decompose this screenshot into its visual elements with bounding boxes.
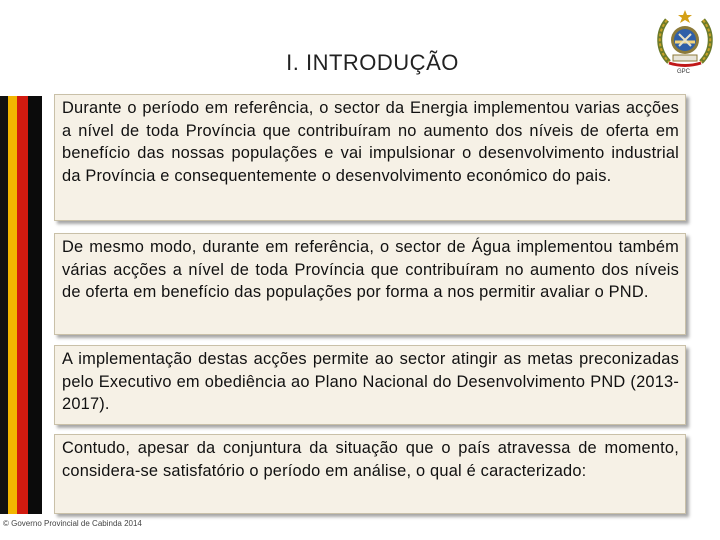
stripe-red: [17, 96, 28, 514]
footer-copyright: © Governo Provincial de Cabinda 2014: [3, 519, 142, 528]
coat-of-arms-icon: [655, 8, 715, 76]
paragraph-box-metas: [54, 345, 686, 425]
stripe-black-1: [0, 96, 8, 514]
paragraph-box-agua: [54, 233, 686, 335]
paragraph-text: Durante o período em referência, o sector da Energia implementou varias acções a nível de toda Província que contribuíram no aumento dos níveis de oferta em benefício das nossas populações e vai impulsionar o desenvolvimento industrial da Província e consequentemente o desenvolvimento económico do pais.: [62, 99, 679, 185]
paragraph-box-energia: [54, 94, 686, 221]
page-title: I. INTRODUÇÃO: [286, 50, 459, 75]
paragraph-text: De mesmo modo, durante em referência, o sector de Água implementou também várias acções a nível de toda Província que contribuíram no aumento dos níveis de oferta em benefício das populações por forma a nos permitir avaliar o PND.: [62, 238, 679, 301]
paragraph-text: Contudo, apesar da conjuntura da situação que o país atravessa de momento, considera-se satisfatório o período em análise, o qual é caracterizado:: [62, 439, 679, 480]
stripe-black-2: [28, 96, 42, 514]
emblem-caption: GPC: [677, 69, 691, 75]
paragraph-text: A implementação destas acções permite ao sector atingir as metas preconizadas pelo Executivo em obediência ao Plano Nacional do Desenvolvimento PND (2013-2017).: [62, 350, 679, 413]
paragraph-box-conjuntura: [54, 434, 686, 514]
flag-stripes: [0, 96, 42, 514]
stripe-yellow: [8, 96, 17, 514]
